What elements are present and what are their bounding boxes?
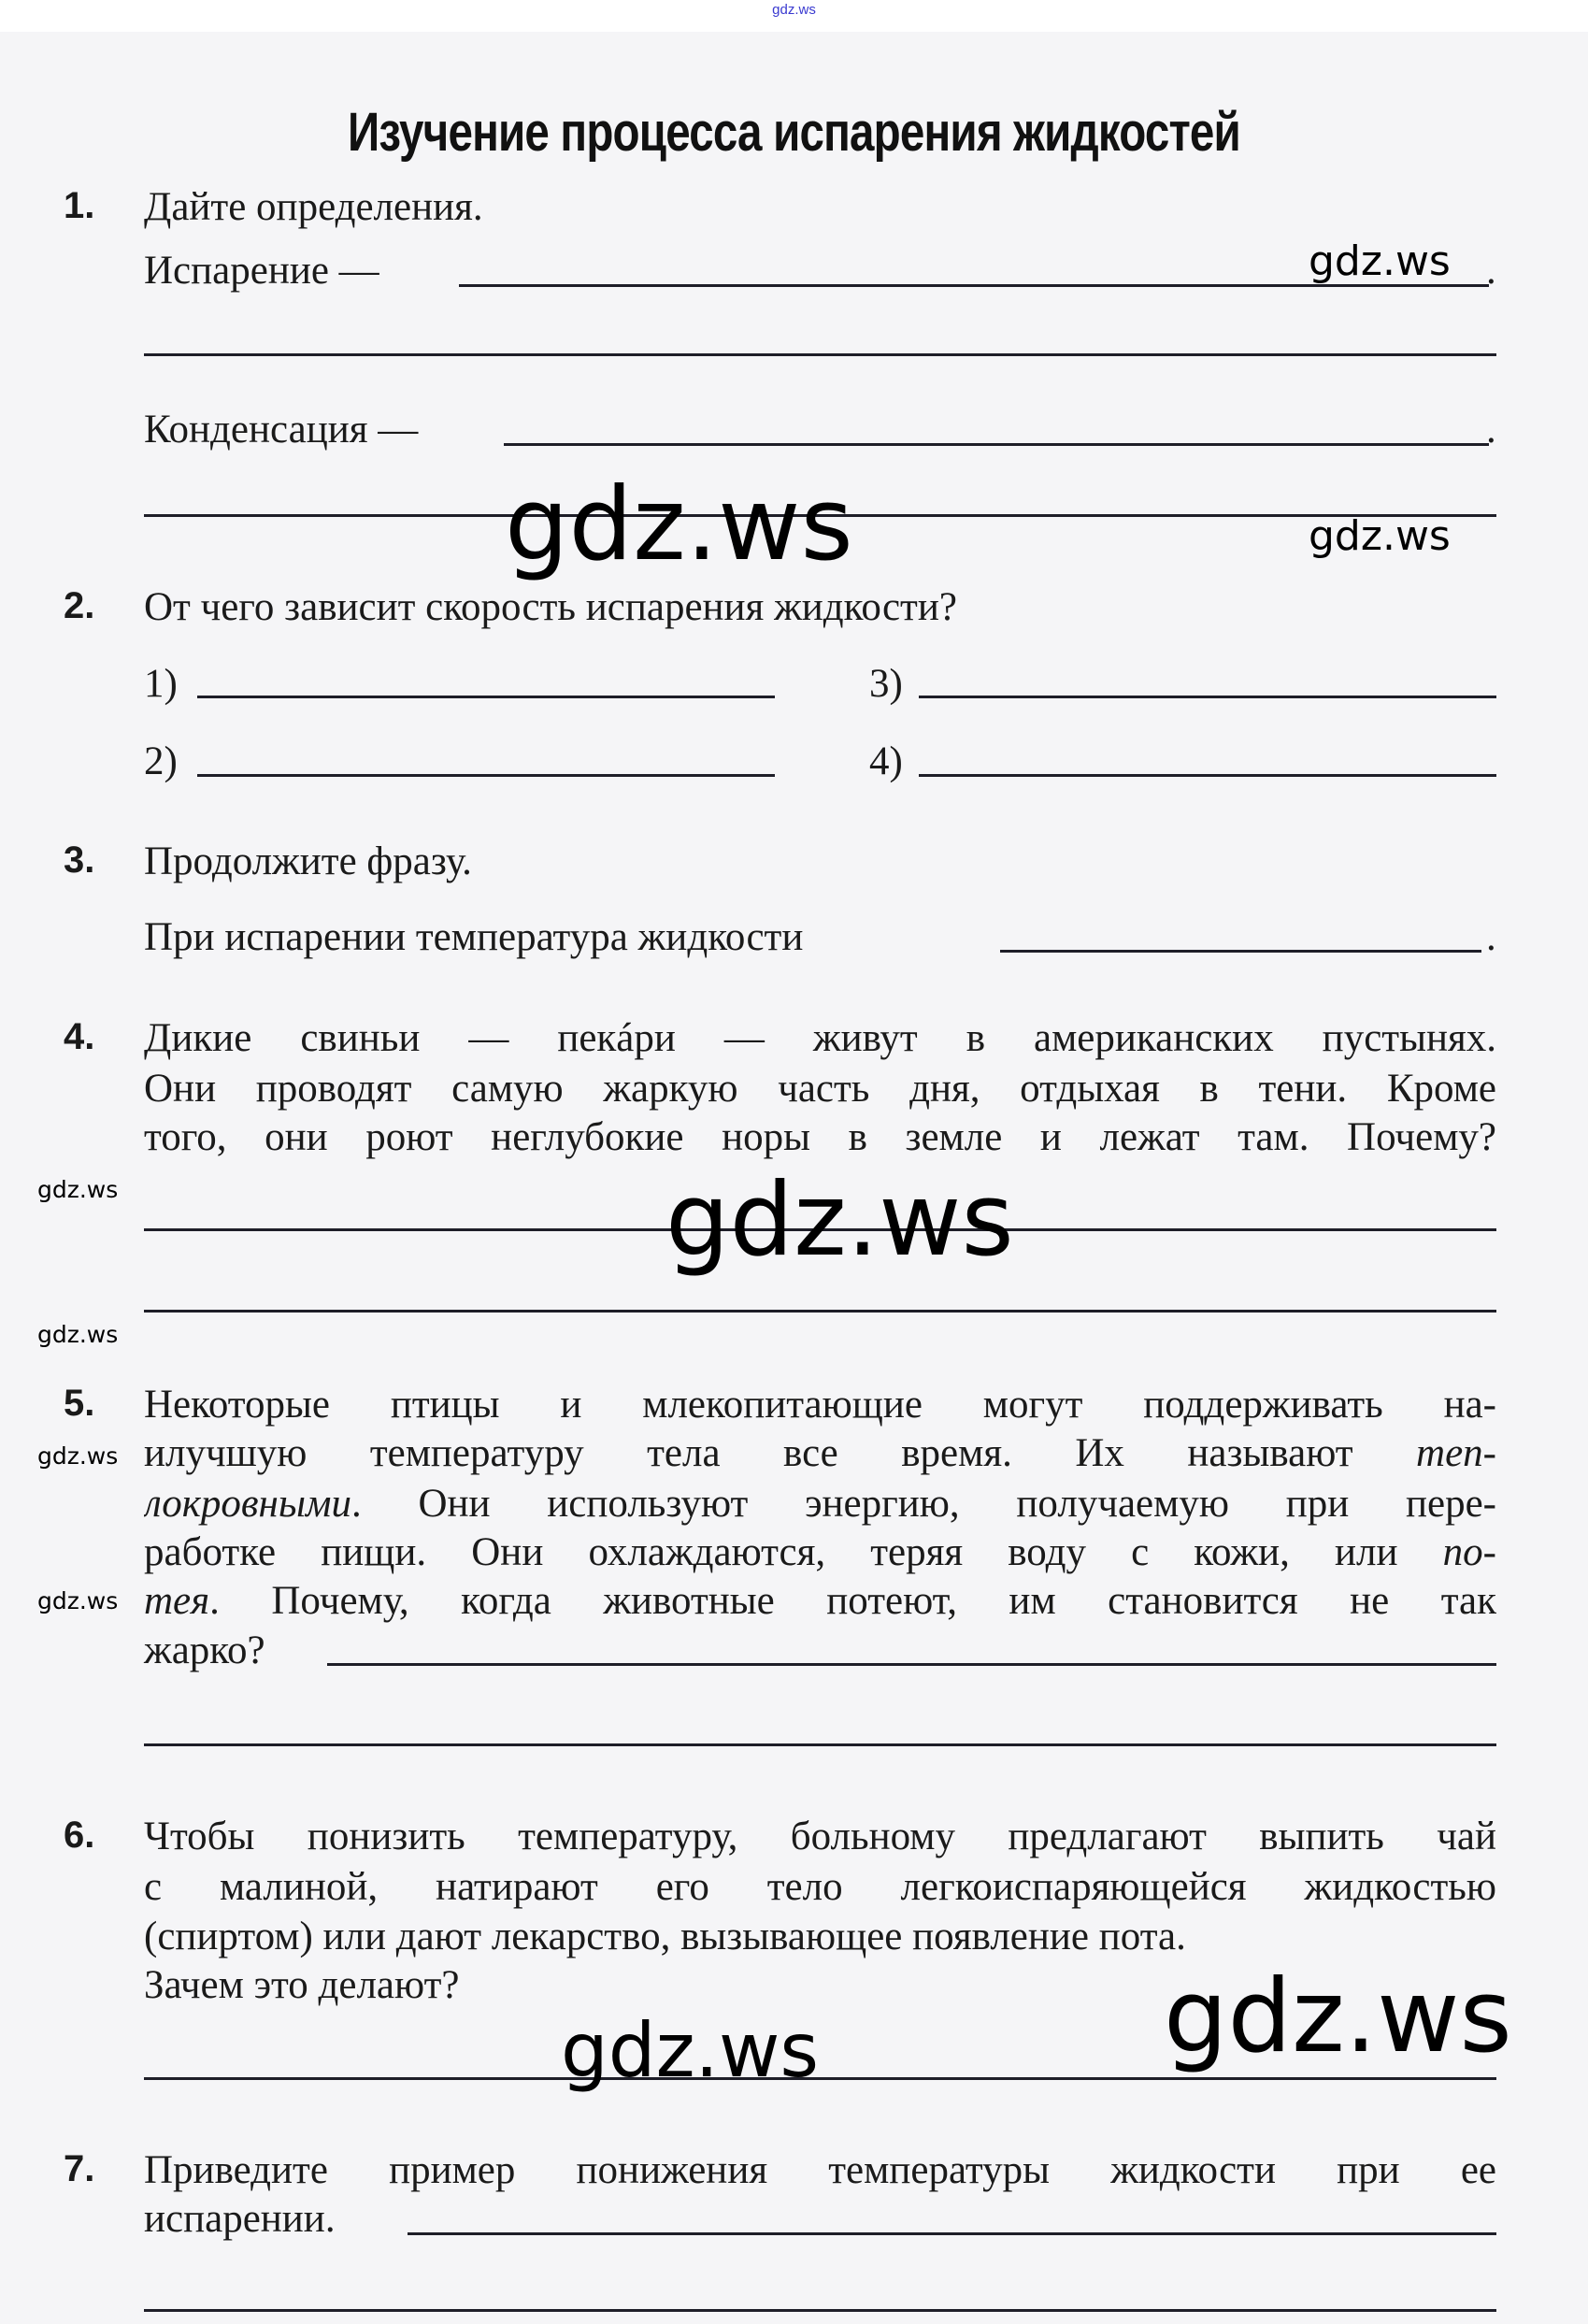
question-number-5: 5. bbox=[64, 1383, 95, 1424]
q5-line bbox=[144, 1429, 1496, 1478]
q5-italic-term: локровными bbox=[144, 1482, 351, 1526]
answer-line[interactable] bbox=[144, 1310, 1496, 1313]
watermark: gdz.ws bbox=[37, 1321, 119, 1348]
q2-item-1-line[interactable] bbox=[197, 696, 775, 698]
q5-line bbox=[144, 1480, 1496, 1528]
period: . bbox=[1486, 249, 1496, 293]
period: . bbox=[1486, 408, 1496, 452]
q3-prompt: Продолжите фразу. bbox=[144, 839, 472, 883]
q5-line: жарко? bbox=[144, 1628, 265, 1672]
answer-line[interactable] bbox=[144, 353, 1496, 356]
q7-line: испарении. bbox=[144, 2197, 336, 2241]
watermark: gdz.ws bbox=[1164, 1958, 1512, 2075]
answer-line-condensation[interactable] bbox=[504, 443, 1489, 446]
q1-prompt: Дайте определения. bbox=[144, 185, 483, 229]
q2-item-3-label: 3) bbox=[869, 662, 903, 706]
q4-line: того, они роют неглубокие норы в земле и лежат там. Почему? bbox=[144, 1115, 1496, 1159]
question-number-6: 6. bbox=[64, 1815, 95, 1856]
q5-italic-term: тея bbox=[144, 1579, 210, 1623]
period: . bbox=[1486, 915, 1496, 959]
question-number-7: 7. bbox=[64, 2148, 95, 2189]
answer-line[interactable] bbox=[144, 2077, 1496, 2080]
watermark: gdz.ws bbox=[1309, 237, 1451, 285]
q4-line: Дикие свиньи — пекáри — живут в американских пустынях. bbox=[144, 1016, 1496, 1060]
answer-line[interactable] bbox=[408, 2232, 1496, 2235]
page-title: Изучение процесса испарения жидкостей bbox=[348, 102, 1240, 163]
q2-item-4-line[interactable] bbox=[919, 774, 1496, 777]
watermark: gdz.ws bbox=[665, 1162, 1014, 1279]
q6-line: Чтобы понизить температуру, больному предлагают выпить чай bbox=[144, 1815, 1496, 1858]
q5-line bbox=[144, 1528, 1496, 1577]
answer-line[interactable] bbox=[144, 2309, 1496, 2312]
question-number-3: 3. bbox=[64, 839, 95, 881]
q5-text: работке пищи. Они охлаждаются, теряя воду с кожи, или bbox=[144, 1530, 1443, 1574]
watermark: gdz.ws bbox=[1309, 512, 1451, 560]
q3-phrase: При испарении температура жидкости bbox=[144, 915, 804, 959]
q1-term-evaporation: Испарение — bbox=[144, 249, 379, 293]
watermark: gdz.ws bbox=[505, 466, 853, 583]
answer-line[interactable] bbox=[327, 1663, 1496, 1666]
q6-line: с малиной, натирают его тело легкоиспаряющейся жидкостью bbox=[144, 1865, 1496, 1909]
q5-line bbox=[144, 1381, 1496, 1429]
q5-text: . Они используют энергию, получаемую при пере- bbox=[351, 1482, 1496, 1526]
q2-item-2-line[interactable] bbox=[197, 774, 775, 777]
q3-answer-line[interactable] bbox=[1000, 950, 1481, 953]
watermark: gdz.ws bbox=[37, 1587, 119, 1614]
q2-item-4-label: 4) bbox=[869, 739, 903, 783]
site-mark: gdz.ws bbox=[772, 2, 816, 18]
q5-text: . Почему, когда животные потеют, им становится не так bbox=[209, 1579, 1496, 1623]
q2-item-2-label: 2) bbox=[144, 739, 178, 783]
watermark: gdz.ws bbox=[37, 1176, 119, 1203]
watermark: gdz.ws bbox=[561, 2007, 820, 2094]
q2-prompt: От чего зависит скорость испарения жидкости? bbox=[144, 585, 957, 629]
q6-line: (спиртом) или дают лекарство, вызывающее появление пота. bbox=[144, 1915, 1186, 1958]
q1-term-condensation: Конденсация — bbox=[144, 408, 419, 452]
q5-text: Некоторые птицы и млекопитающие могут поддерживать на- bbox=[144, 1383, 1496, 1427]
q6-line: Зачем это делают? bbox=[144, 1963, 460, 2007]
q5-text: илучшую температуру тела все время. Их называют bbox=[144, 1431, 1417, 1475]
question-number-2: 2. bbox=[64, 585, 95, 626]
q7-line: Приведите пример понижения температуры жидкости при ее bbox=[144, 2148, 1496, 2192]
q2-item-3-line[interactable] bbox=[919, 696, 1496, 698]
answer-line[interactable] bbox=[144, 1743, 1496, 1746]
watermark: gdz.ws bbox=[37, 1442, 119, 1470]
q2-item-1-label: 1) bbox=[144, 662, 178, 706]
q5-line bbox=[144, 1577, 1496, 1626]
question-number-1: 1. bbox=[64, 185, 95, 226]
q5-italic-term: теп- bbox=[1416, 1431, 1496, 1475]
q5-italic-term: по- bbox=[1442, 1530, 1496, 1574]
question-number-4: 4. bbox=[64, 1016, 95, 1057]
q4-line: Они проводят самую жаркую часть дня, отдыхая в тени. Кроме bbox=[144, 1067, 1496, 1111]
